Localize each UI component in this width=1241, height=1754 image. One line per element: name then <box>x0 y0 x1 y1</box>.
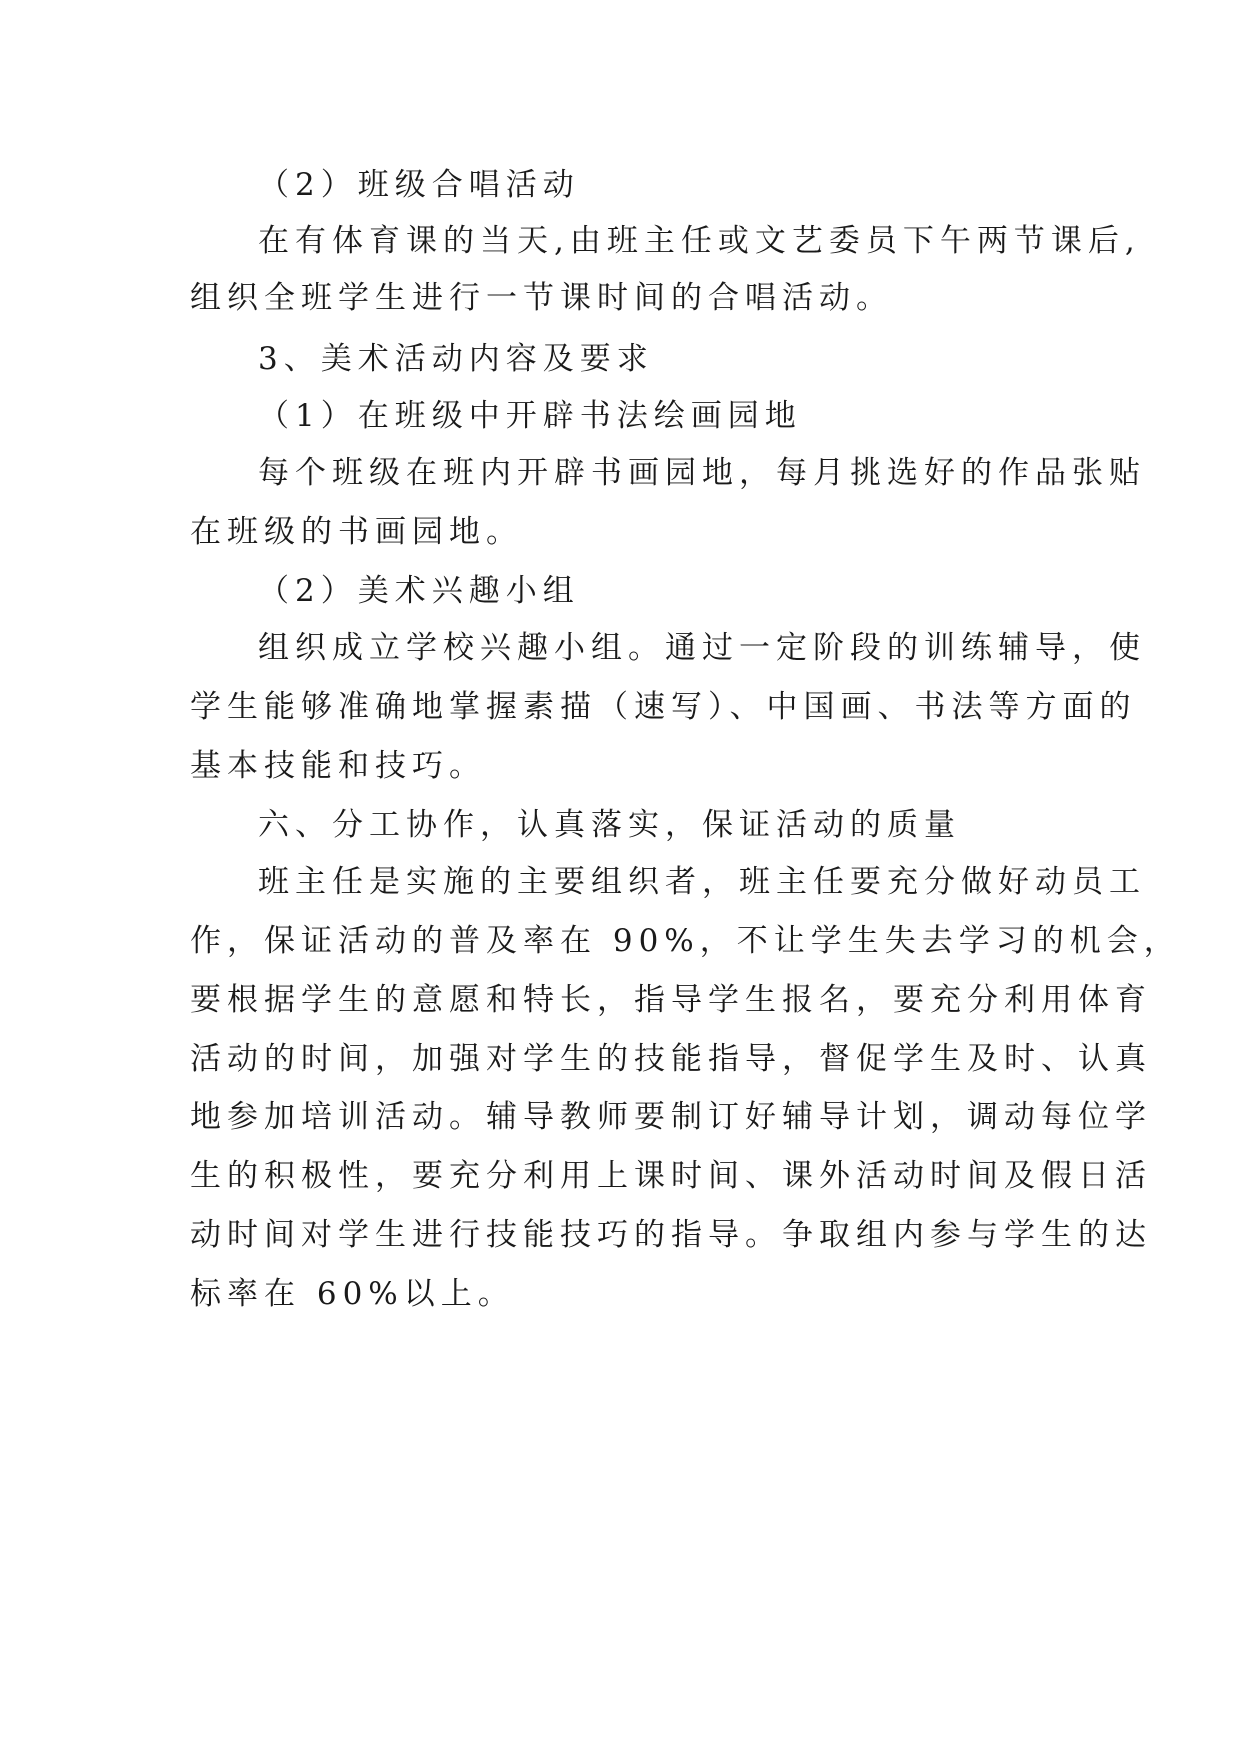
paragraph-line: 动时间对学生进行技能技巧的指导。争取组内参与学生的达 <box>190 1217 1152 1253</box>
subheading-calligraphy-garden: （1）在班级中开辟书法绘画园地 <box>258 398 802 434</box>
paragraph-line: 地参加培训活动。辅导教师要制订好辅导计划，调动每位学 <box>190 1099 1152 1135</box>
subheading-art-interest-group: （2）美术兴趣小组 <box>258 573 580 609</box>
paragraph-line: 学生能够准确地掌握素描（速写）、中国画、书法等方面的 <box>190 689 1137 725</box>
paragraph-line: 在班级的书画园地。 <box>190 514 523 550</box>
paragraph-line: 班主任是实施的主要组织者，班主任要充分做好动员工 <box>258 864 1146 900</box>
paragraph-line: 活动的时间，加强对学生的技能指导，督促学生及时、认真 <box>190 1041 1152 1077</box>
paragraph-line: 基本技能和技巧。 <box>190 748 486 784</box>
paragraph-line: 组织全班学生进行一节课时间的合唱活动。 <box>190 280 893 316</box>
paragraph-line: 作，保证活动的普及率在 90%，不让学生失去学习的机会， <box>190 923 1181 959</box>
paragraph-line: 组织成立学校兴趣小组。通过一定阶段的训练辅导，使 <box>258 630 1146 666</box>
paragraph-line: 在有体育课的当天,由班主任或文艺委员下午两节课后, <box>258 223 1141 259</box>
section-heading-art-activities: 3、美术活动内容及要求 <box>258 341 654 377</box>
paragraph-line: 生的积极性，要充分利用上课时间、课外活动时间及假日活 <box>190 1158 1152 1194</box>
section-heading-division-of-labor: 六、分工协作，认真落实，保证活动的质量 <box>258 807 961 843</box>
paragraph-line: 每个班级在班内开辟书画园地，每月挑选好的作品张贴 <box>258 455 1146 491</box>
paragraph-line: 要根据学生的意愿和特长，指导学生报名，要充分利用体育 <box>190 982 1152 1018</box>
paragraph-line: 标率在 60%以上。 <box>190 1276 515 1312</box>
subheading-class-chorus: （2）班级合唱活动 <box>258 167 580 203</box>
